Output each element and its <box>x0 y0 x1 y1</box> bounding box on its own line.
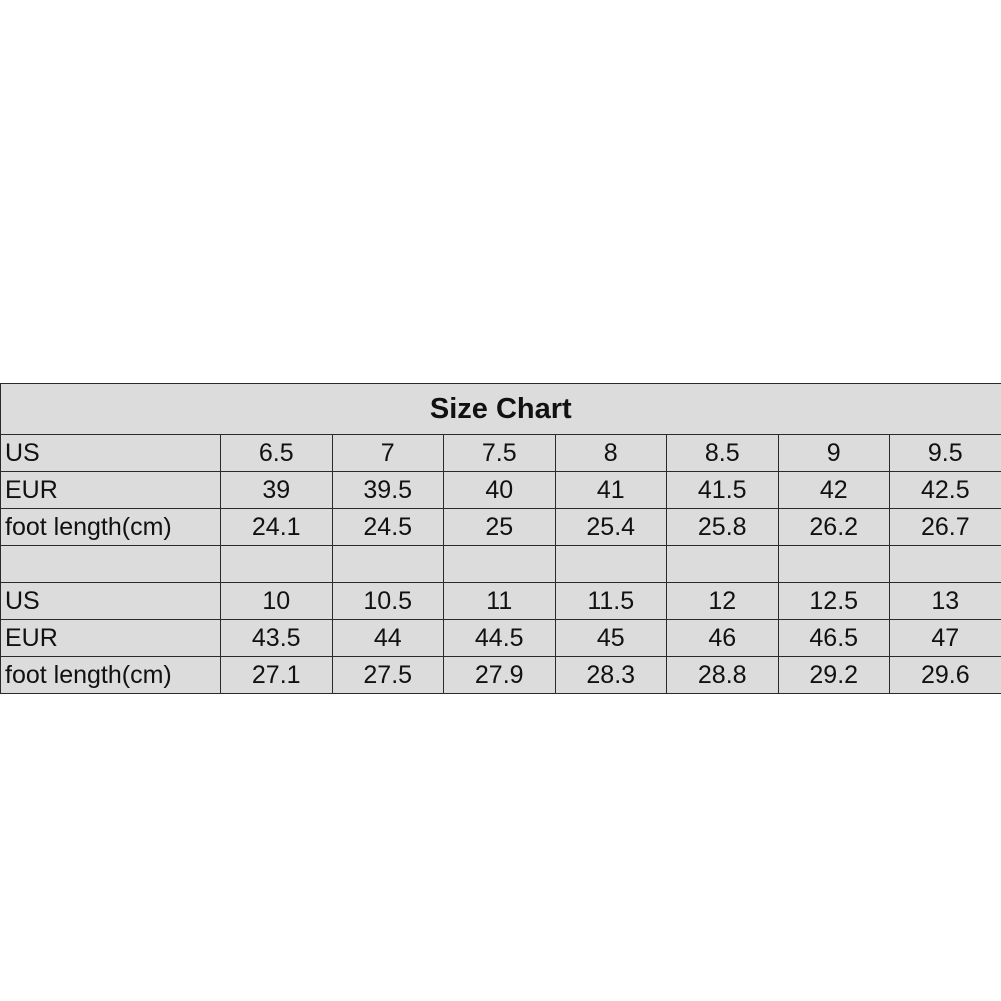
empty-cell <box>778 546 890 583</box>
table-cell: 11 <box>444 583 556 620</box>
row-label-eur: EUR <box>1 472 221 509</box>
table-cell: 29.6 <box>890 657 1001 694</box>
table-cell: 8.5 <box>667 435 779 472</box>
table-cell: 41.5 <box>667 472 779 509</box>
table-row-eur-2 <box>1 620 1001 657</box>
table-row-eur-1 <box>1 472 1001 509</box>
table-cell: 28.3 <box>555 657 667 694</box>
table-cell: 46.5 <box>778 620 890 657</box>
empty-cell <box>332 546 444 583</box>
table-title: Size Chart <box>1 384 1001 435</box>
empty-cell <box>555 546 667 583</box>
table-cell: 12 <box>667 583 779 620</box>
table-cell: 24.1 <box>221 509 333 546</box>
empty-cell <box>444 546 556 583</box>
table-cell: 9 <box>778 435 890 472</box>
table-cell: 25 <box>444 509 556 546</box>
table-cell: 11.5 <box>555 583 667 620</box>
table-cell: 26.2 <box>778 509 890 546</box>
table-cell: 39.5 <box>332 472 444 509</box>
table-cell: 8 <box>555 435 667 472</box>
table-cell: 41 <box>555 472 667 509</box>
row-label-us: US <box>1 435 221 472</box>
empty-cell <box>1 546 221 583</box>
table-cell: 42.5 <box>890 472 1001 509</box>
table-row-foot-length-1 <box>1 509 1001 546</box>
table-cell: 28.8 <box>667 657 779 694</box>
table-cell: 26.7 <box>890 509 1001 546</box>
table-cell: 10 <box>221 583 333 620</box>
table-cell: 27.5 <box>332 657 444 694</box>
table-cell: 7 <box>332 435 444 472</box>
table-cell: 24.5 <box>332 509 444 546</box>
table-cell: 42 <box>778 472 890 509</box>
table-cell: 25.4 <box>555 509 667 546</box>
empty-cell <box>890 546 1001 583</box>
table-cell: 6.5 <box>221 435 333 472</box>
table-cell: 40 <box>444 472 556 509</box>
row-label-eur: EUR <box>1 620 221 657</box>
blank-separator-row <box>1 546 1001 583</box>
table-cell: 7.5 <box>444 435 556 472</box>
row-label-foot-length: foot length(cm) <box>1 509 221 546</box>
table-cell: 27.9 <box>444 657 556 694</box>
table-row-us-1 <box>1 435 1001 472</box>
table-cell: 43.5 <box>221 620 333 657</box>
table-cell: 27.1 <box>221 657 333 694</box>
empty-cell <box>667 546 779 583</box>
table-cell: 25.8 <box>667 509 779 546</box>
table-cell: 10.5 <box>332 583 444 620</box>
table-cell: 9.5 <box>890 435 1001 472</box>
table-cell: 45 <box>555 620 667 657</box>
table-cell: 46 <box>667 620 779 657</box>
table-row-foot-length-2 <box>1 657 1001 694</box>
table-cell: 13 <box>890 583 1001 620</box>
table-row-us-2 <box>1 583 1001 620</box>
empty-cell <box>221 546 333 583</box>
table-cell: 47 <box>890 620 1001 657</box>
table-cell: 44 <box>332 620 444 657</box>
table-cell: 44.5 <box>444 620 556 657</box>
table-cell: 29.2 <box>778 657 890 694</box>
row-label-us: US <box>1 583 221 620</box>
row-label-foot-length: foot length(cm) <box>1 657 221 694</box>
size-chart-table <box>0 383 1001 694</box>
table-cell: 39 <box>221 472 333 509</box>
title-row <box>1 384 1001 435</box>
table-cell: 12.5 <box>778 583 890 620</box>
